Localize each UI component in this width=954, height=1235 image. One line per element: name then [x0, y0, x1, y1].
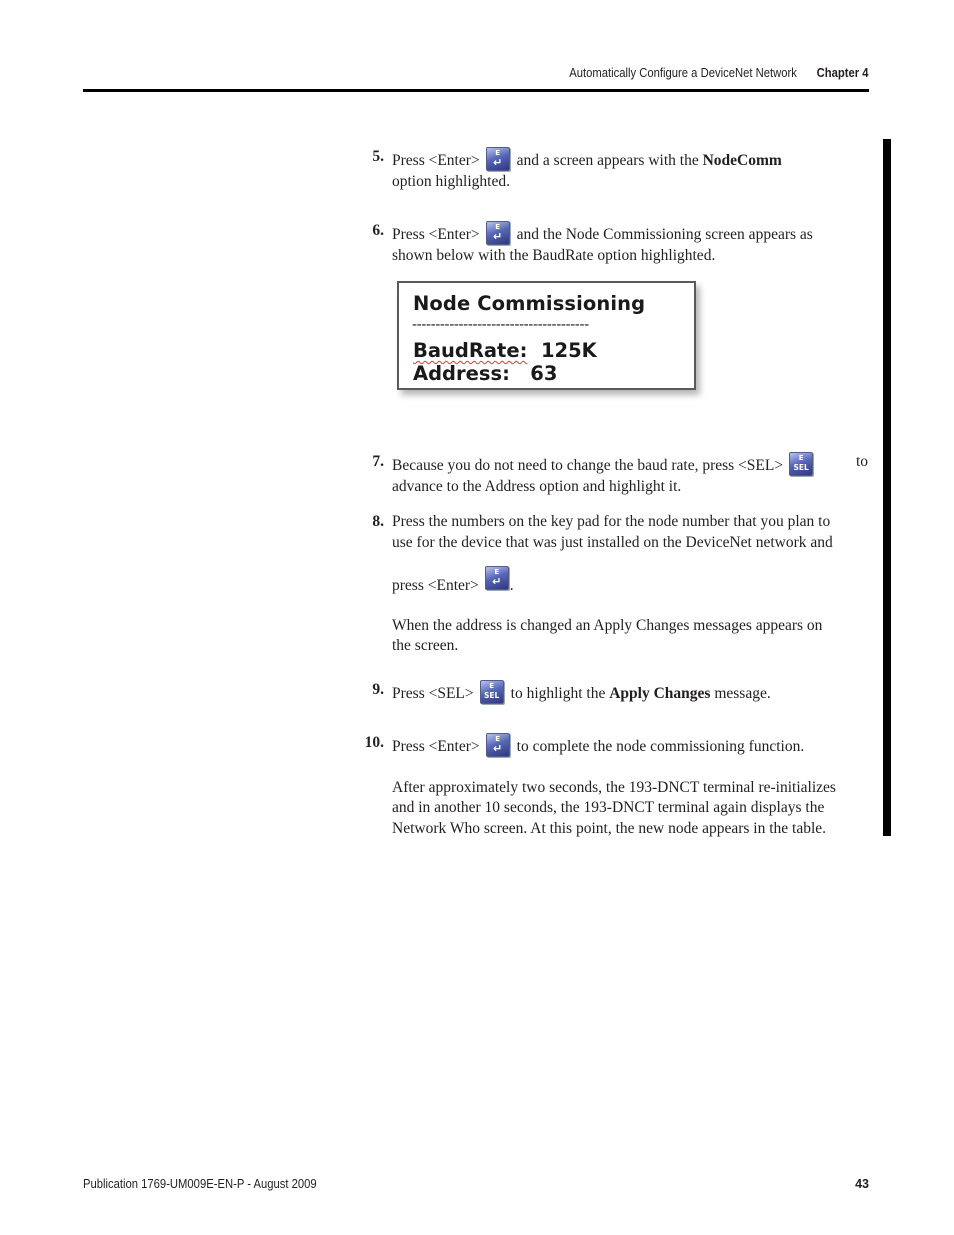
step-line [392, 680, 868, 705]
step-text: press <Enter> [392, 577, 479, 594]
step-text: to [855, 453, 868, 470]
apply-changes-label: Apply Changes [609, 685, 711, 702]
enter-key-icon [485, 566, 509, 590]
step-number: 10. [364, 734, 384, 751]
step-9 [372, 680, 868, 705]
running-header [570, 66, 869, 80]
step-7 [372, 452, 868, 497]
step-line [392, 733, 868, 758]
step-text: to highlight the [510, 685, 606, 702]
lcd-address-row [413, 362, 557, 385]
step-text: Press <SEL> [392, 685, 474, 702]
sel-key-icon [480, 680, 504, 704]
enter-arrow-glyph: ↵ [493, 156, 503, 169]
step-line [392, 147, 868, 172]
key-e-label: E [495, 223, 501, 231]
option-nodecomm: NodeComm [702, 152, 782, 169]
step-number: 6. [372, 222, 384, 239]
step-text: and a screen appears with the [516, 152, 699, 169]
step-text: and the Node Commissioning screen appears as [516, 226, 813, 243]
key-e-label: E [489, 682, 495, 690]
baudrate-value: 125K [540, 339, 597, 362]
key-e-label: E [495, 735, 501, 743]
lcd-divider: -------------------------------------- [412, 317, 589, 333]
sel-key-icon [789, 452, 813, 476]
change-bar [883, 139, 891, 836]
step-6 [372, 221, 868, 266]
enter-key-icon [486, 221, 510, 245]
address-value: 63 [530, 362, 558, 385]
step-note: After approximately two seconds, the 193-DNCT terminal re-initializes [392, 778, 836, 796]
step-number: 8. [372, 513, 384, 530]
step-text: Press <Enter> [392, 152, 480, 169]
step-line: advance to the Address option and highlight it. [392, 477, 682, 495]
step-note: When the address is changed an Apply Changes messages appears on [392, 616, 823, 634]
step-number: 9. [372, 681, 384, 698]
enter-arrow-glyph: ↵ [493, 742, 503, 755]
step-text: message. [714, 685, 771, 702]
step-text: Press <Enter> [392, 226, 480, 243]
step-text: Press <Enter> [392, 738, 480, 755]
address-label: Address: [413, 362, 510, 385]
key-e-label: E [494, 568, 500, 576]
step-line [392, 566, 868, 597]
enter-arrow-glyph: ↵ [493, 230, 503, 243]
step-note: the screen. [392, 637, 459, 654]
lcd-title: Node Commissioning [413, 292, 646, 315]
enter-arrow-glyph: ↵ [492, 575, 502, 588]
key-e-label: E [495, 149, 501, 157]
step-line: shown below with the BaudRate option highlighted. [392, 246, 716, 264]
step-line: use for the device that was just installed on the DeviceNet network and [392, 533, 833, 551]
baudrate-label: BaudRate: [413, 339, 528, 362]
step-10 [364, 733, 868, 839]
node-commissioning-screen [397, 281, 696, 390]
step-line [392, 221, 868, 246]
page-number: 43 [855, 1177, 869, 1191]
step-number: 5. [372, 148, 384, 165]
lcd-baudrate-row [413, 339, 597, 362]
key-e-label: E [798, 454, 804, 462]
enter-key-icon [486, 147, 510, 171]
step-note: and in another 10 seconds, the 193-DNCT terminal again displays the [392, 799, 825, 816]
step-text: . [509, 577, 514, 594]
chapter-label: Chapter 4 [817, 66, 869, 80]
sel-label: SEL [793, 463, 809, 472]
section-title: Automatically Configure a DeviceNet Network [569, 66, 798, 80]
step-number: 7. [372, 453, 384, 470]
step-line [392, 452, 868, 477]
step-line: Press the numbers on the key pad for the node number that you plan to [392, 513, 831, 530]
step-5 [372, 147, 868, 192]
enter-key-icon [486, 733, 510, 757]
step-note: Network Who screen. At this point, the new node appears in the table. [392, 819, 827, 837]
header-rule [83, 89, 869, 92]
step-text: to complete the node commissioning function. [516, 738, 805, 755]
step-8 [372, 512, 868, 657]
sel-label: SEL [483, 691, 500, 700]
step-line: option highlighted. [392, 172, 510, 190]
publication-info: Publication 1769-UM009E-EN-P - August 2009 [83, 1177, 317, 1191]
step-text: Because you do not need to change the baud rate, press <SEL> [392, 457, 784, 474]
